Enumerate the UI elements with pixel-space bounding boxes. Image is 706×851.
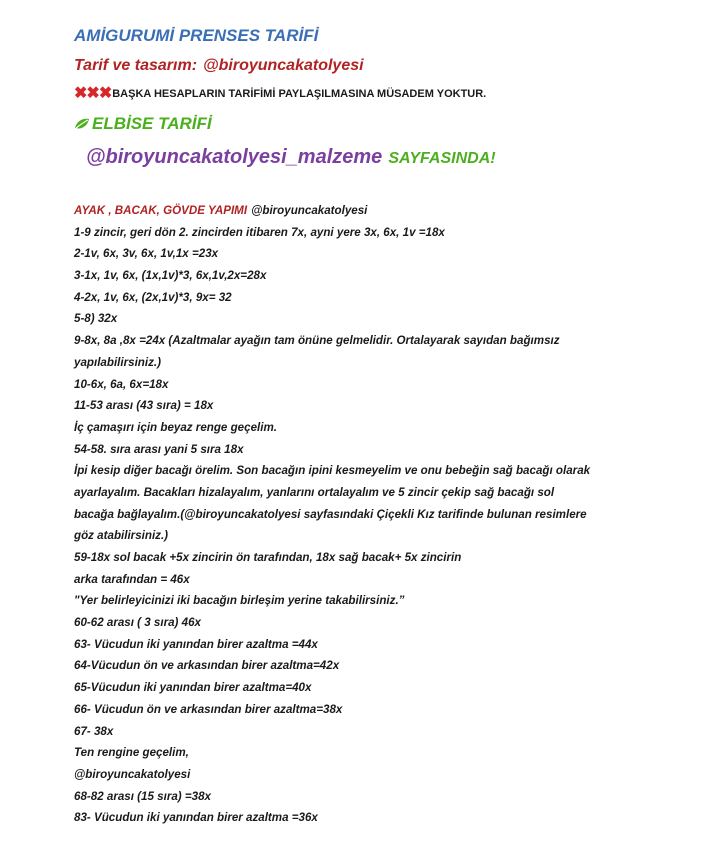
recipe-line: 60-62 arası ( 3 sıra) 46x: [74, 616, 201, 630]
designer-handle: @biroyuncakatolyesi: [203, 57, 364, 74]
recipe-line: 65-Vücudun iki yanından birer azaltma=40x: [74, 681, 312, 695]
recipe-line: göz atabilirsiniz.): [74, 529, 169, 543]
source-reference: [86, 146, 496, 169]
recipe-line: 4-2x, 1v, 6x, (2x,1v)*3, 9x= 32: [74, 290, 232, 304]
recipe-line: 3-1x, 1v, 6x, (1x,1v)*3, 6x,1v,2x=28x: [74, 269, 267, 283]
section-title-text: ELBİSE TARİFİ: [92, 114, 212, 133]
recipe-line: 59-18x sol bacak +5x zincirin ön tarafından, 18x sağ bacak+ 5x zincirin: [74, 551, 462, 564]
cross-mark-icon: ✖✖✖: [74, 85, 112, 102]
recipe-line: Ten rengine geçelim,: [74, 746, 189, 760]
recipe-heading: [74, 200, 634, 222]
copyright-warning: [74, 86, 486, 102]
recipe-line: 64-Vücudun ön ve arkasından birer azaltma=42x: [74, 659, 340, 673]
leaf-icon: [74, 118, 90, 130]
recipe-line: 5-8) 32x: [74, 312, 118, 326]
page-title: AMİGURUMİ PRENSES TARİFİ: [74, 26, 319, 45]
recipe-line: 67- 38x: [74, 724, 114, 738]
designer-credit: [74, 57, 364, 75]
recipe-line: 63- Vücudun iki yanından birer azaltma =44x: [74, 637, 318, 651]
dress-section-title: [74, 114, 212, 134]
recipe-line: 2-1v, 6x, 3v, 6x, 1v,1x =23x: [74, 247, 219, 261]
recipe-line: 11-53 arası (43 sıra) = 18x: [74, 399, 214, 413]
recipe-line: 66- Vücudun ön ve arkasından birer azaltma=38x: [74, 702, 343, 716]
source-suffix: SAYFASINDA!: [388, 150, 496, 167]
recipe-heading-title: AYAK , BACAK, GÖVDE YAPIMI: [74, 204, 248, 217]
recipe-line: yapılabilirsiniz.): [74, 355, 161, 369]
recipe-line: bacağa bağlayalım.(@biroyuncakatolyesi sayfasındaki Çiçekli Kız tarifinde bulunan resimlere: [74, 507, 587, 521]
recipe-line: İç çamaşırı için beyaz renge geçelim.: [74, 420, 277, 434]
recipe-heading-handle: @biroyuncakatolyesi: [251, 204, 368, 217]
recipe-line: 83- Vücudun iki yanından birer azaltma =36x: [74, 811, 318, 825]
recipe-line: 1-9 zincir, geri dön 2. zincirden itibaren 7x, ayni yere 3x, 6x, 1v =18x: [74, 225, 445, 239]
recipe-line: @biroyuncakatolyesi: [74, 767, 191, 781]
recipe-line: 68-82 arası (15 sıra) =38x: [74, 789, 211, 803]
recipe-line: İpi kesip diğer bacağı örelim. Son bacağın ipini kesmeyelim ve onu bebeğin sağ bacağı olarak: [74, 464, 591, 478]
recipe-line: arka tarafından = 46x: [74, 572, 190, 586]
designer-label: Tarif ve tasarım:: [74, 57, 198, 74]
source-handle: @biroyuncakatolyesi_malzeme: [86, 146, 383, 168]
recipe-line: ayarlayalım. Bacakları hizalayalım, yanlarını ortalayalım ve 5 zincir çekip sağ bacağı sol: [74, 485, 555, 499]
recipe-line: 10-6x, 6a, 6x=18x: [74, 377, 169, 391]
warning-text: BAŞKA HESAPLARIN TARİFİMİ PAYLAŞILMASINA MÜSADEM YOKTUR.: [112, 88, 487, 100]
recipe-line: 54-58. sıra arası yani 5 sıra 18x: [74, 442, 244, 456]
recipe-line: 9-8x, 8a ,8x =24x (Azaltmalar ayağın tam önüne gelmelidir. Ortalayarak sayıdan bağımsız: [74, 334, 560, 348]
recipe-line: "Yer belirleyicinizi iki bacağın birleşim yerine takabilirsiniz.”: [74, 594, 405, 608]
recipe-body: [74, 200, 634, 829]
